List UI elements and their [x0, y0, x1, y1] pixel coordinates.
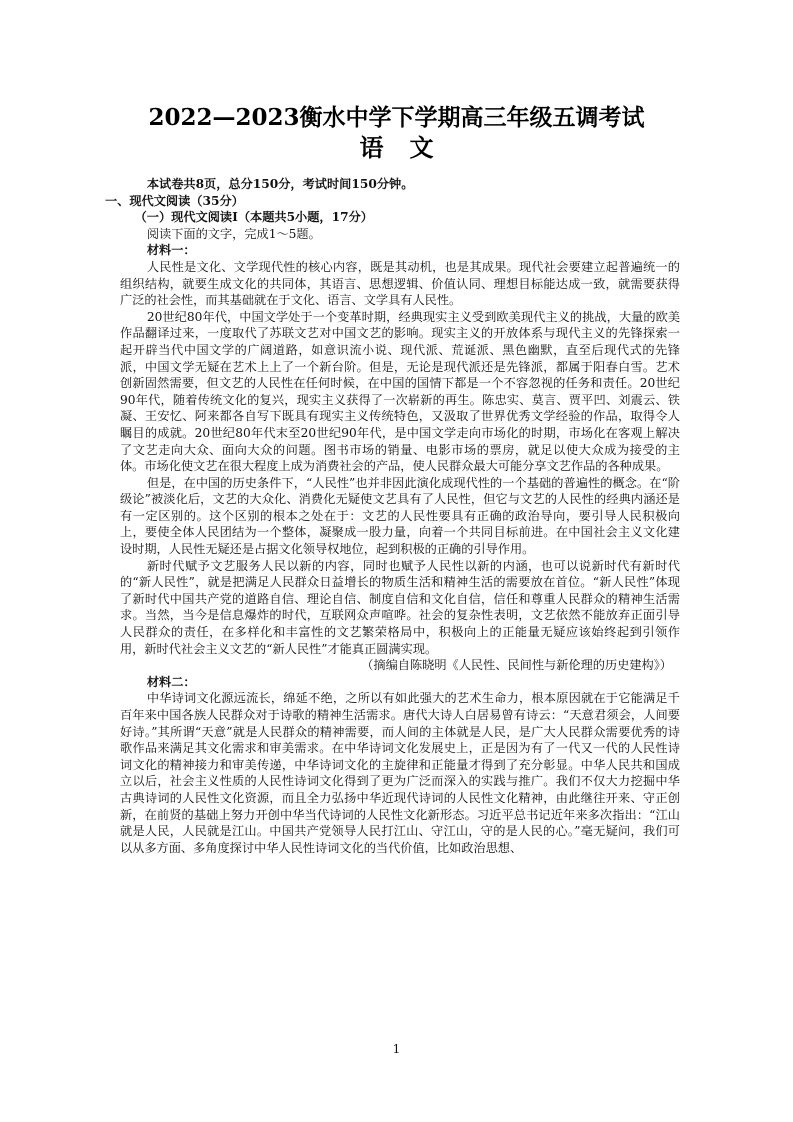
exam-title: 2022—2023衡水中学下学期高三年级五调考试 [148, 104, 645, 131]
part-heading: （一）现代文阅读Ⅰ（本题共5小题，17分） [134, 210, 373, 225]
exam-content [105, 176, 680, 856]
material-two-paragraph: 中华诗词文化源远流长，绵延不绝，之所以有如此强大的艺术生命力，根本原因就在于它能满足千百年来中国各族人民群众对于诗歌的精神生活需求。唐代大诗人白居易曾有诗云：“天意君须会，人间要好诗。”其所谓“天意”就是人民群众的精神需要，而人间的主体就是人民，是广大人民群众需要优秀的诗歌作品来满足其文化需求和审美需求。在中华诗词文化发展史上，正是因为有了一代又一代的人民性诗词文化的精神接力和审美传递，中华诗词文化的主旋律和正能量才得到了充分彰显。中华人民共和国成立以后，社会主义性质的人民性诗词文化得到了更为广泛而深入的实践与推广。我们不仅大力挖掘中华古典诗词的人民性文化资源，而且全力弘扬中华近现代诗词的人民性文化精神，由此继往开来、守正创新，在前贤的基础上努力开创中华当代诗词的人民性文化新形态。习近平总书记近年来多次指出：“江山就是人民，人民就是江山。中国共产党领导人民打江山、守江山，守的是人民的心。”毫无疑问，我们可以从多方面、多角度探讨中华人民性诗词文化的当代价值，比如政治思想、 [120, 691, 680, 855]
material-one-paragraph: 人民性是文化、文学现代性的核心内容，既是其动机，也是其成果。现代社会要建立起普遍统一的组织结构，就要生成文化的共同体，其语言、思想逻辑、价值认同、理想目标能达成一致，就需要获得广泛的社会性，而其基础就在于文化、语言、文学具有人民性。 [120, 259, 680, 308]
exam-intro: 本试卷共8页，总分150分，考试时间150分钟。 [146, 177, 414, 191]
reading-instruction: 阅读下面的文字，完成1～5题。 [146, 226, 321, 241]
material-one-label: 材料一： [146, 243, 196, 258]
section-heading: 一、现代文阅读（35分） [105, 193, 244, 208]
material-one-paragraph: 但是，在中国的历史条件下，“人民性”也并非因此演化成现代性的一个基础的普遍性的概念。在“阶级论”被淡化后，文艺的大众化、消费化无疑使文艺具有了人民性，但它与文艺的人民性的经典内涵还是有一定区别的。这个区别的根本之处在于：文艺的人民性要具有正确的政治导向，要引导人民积极向上，要使全体人民团结为一个整体，凝聚成一股力量，向着一个共同目标前进。在中国社会主义文化建设时期，人民性无疑还是占据文化领导权地位，起到积极的正确的引导作用。 [120, 475, 680, 557]
material-two-label: 材料二： [146, 674, 196, 689]
material-one-paragraph: 新时代赋予文艺服务人民以新的内容，同时也赋予人民性以新的内涵，也可以说新时代有新时代的“新人民性”，就是把满足人民群众日益增长的物质生活和精神生活的需要放在首位。“新人民性”体现了新时代中国共产党的道路自信、理论自信、制度自信和文化自信，信任和尊重人民群众的精神生活需求。当然，当今是信息爆炸的时代，互联网众声喧哗。社会的复杂性表明，文艺依然不能放弃正面引导人民群众的责任，在多样化和丰富性的文艺繁荣格局中，积极向上的正能量无疑应该始终起到引领作用，新时代社会主义文艺的“新人民性”才能真正圆满实现。 [120, 558, 680, 656]
subject-title: 语文 [359, 133, 460, 162]
page-number: 1 [392, 1042, 401, 1056]
material-one-paragraph: 20世纪80年代，中国文学处于一个变革时期，经典现实主义受到欧美现代主义的挑战，大量的欧美作品翻译过来，一度取代了苏联文艺对中国文艺的影响。现实主义的开放体系与现代主义的先锋探索一起开辟当代中国文学的广阔道路，如意识流小说、现代派、荒诞派、黑色幽默，直至后现代式的先锋派，中国文学无疑在艺术上上了一个新台阶。但是，无论是现代派还是先锋派，都属于阳春白雪。艺术创新固然需要，但文艺的人民性在任何时候，在中国的国情下都是一个不容忽视的任务和责任。20世纪90年代，随着传统文化的复兴，现实主义获得了一次崭新的再生。陈忠实、莫言、贾平凹、刘震云、铁凝、王安忆、阿来都各自写下既具有现实主义传统特色，又汲取了世界优秀文学经验的作品，取得令人瞩目的成就。20世纪80年代末至20世纪90年代，是中国文学走向市场化的时期，市场化在客观上解决了文艺走向大众、面向大众的问题。图书市场的销量、电影市场的票房，就足以使大众成为接受的主体。市场化使文艺在很大程度上成为消费社会的产品，使人民群众最大可能分享文艺作品的各种成果。 [120, 309, 680, 474]
material-one-source: （摘编自陈晓明《人民性、民间性与新伦理的历史建构》） [361, 658, 672, 673]
